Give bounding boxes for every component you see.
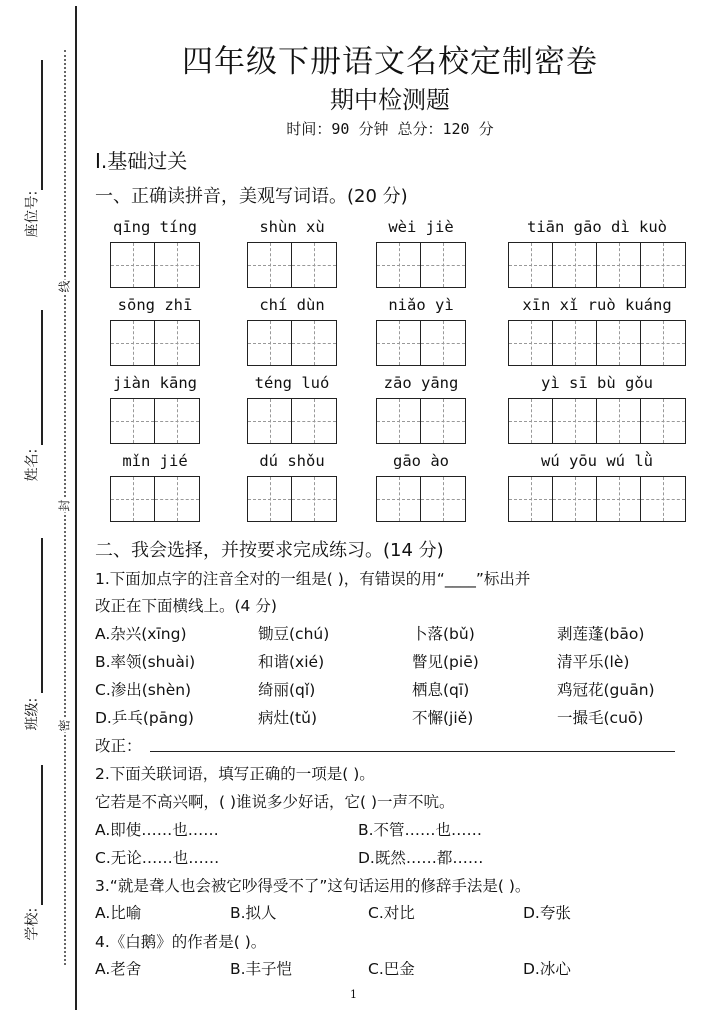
q2-2-option-a: A.即使……也…… (95, 821, 219, 839)
name-label: 姓名: (24, 448, 41, 482)
q2-3-option-d: D.夸张 (523, 904, 571, 922)
q2-3-option-b: B.拟人 (230, 904, 277, 922)
option-b-word: 和谐(xié) (258, 653, 325, 671)
pinyin-label: gāo ào (393, 452, 449, 470)
school-line (41, 765, 43, 905)
q1-heading: 一、正确读拼音，美观写词语。(20 分) (95, 186, 408, 207)
q2-3-stem: 3.“就是聋人也会被它吵得受不了”这句话运用的修辞手法是( )。 (95, 877, 531, 895)
writing-grid[interactable] (247, 476, 337, 522)
pinyin-label: chí dùn (259, 296, 325, 314)
writing-grid[interactable] (508, 242, 686, 288)
section-heading: Ⅰ.基础过关 (95, 149, 188, 173)
q2-3-option-c: C.对比 (368, 904, 415, 922)
option-a-word: A.杂兴(xīng) (95, 625, 187, 643)
option-a-word: 锄豆(chú) (258, 625, 330, 643)
writing-grid[interactable] (508, 476, 686, 522)
option-b-word: 清平乐(lè) (557, 653, 630, 671)
class-line (41, 538, 43, 693)
correction-answer-line[interactable] (150, 751, 675, 752)
pinyin-label: téng luó (254, 374, 330, 392)
pinyin-label: wèi jiè (388, 218, 454, 236)
q2-2-stem: 2.下面关联词语，填写正确的一项是( )。 (95, 765, 375, 783)
writing-grid[interactable] (508, 320, 686, 366)
pinyin-label: sōng zhī (117, 296, 193, 314)
pinyin-label: mǐn jié (122, 452, 188, 470)
writing-grid[interactable] (110, 242, 200, 288)
seat-number-label: 座位号: (24, 190, 41, 238)
seat-number-line (41, 60, 43, 190)
option-a-word: 剥莲蓬(bāo) (557, 625, 645, 643)
q2-4-stem: 4.《白鹅》的作者是( )。 (95, 933, 267, 951)
pinyin-label: wú yōu wú lǜ (541, 452, 653, 470)
writing-grid[interactable] (110, 398, 200, 444)
writing-grid[interactable] (376, 320, 466, 366)
pinyin-label: niǎo yì (388, 296, 454, 314)
writing-grid[interactable] (376, 398, 466, 444)
writing-grid[interactable] (376, 476, 466, 522)
q2-heading: 二、我会选择，并按要求完成练习。(14 分) (95, 540, 444, 561)
class-label: 班级: (24, 697, 41, 731)
q2-2-option-c: C.无论……也…… (95, 849, 220, 867)
pinyin-label: zāo yāng (383, 374, 459, 392)
option-a-word: 卜落(bǔ) (412, 625, 475, 643)
option-b-word: 瞥见(piē) (412, 653, 479, 671)
q2-4-option-b: B.丰子恺 (230, 960, 293, 978)
option-c-word: 鸡冠花(guān) (557, 681, 655, 699)
pinyin-label: shùn xù (259, 218, 325, 236)
writing-grid[interactable] (508, 398, 686, 444)
option-d-word: 不懈(jiě) (412, 709, 474, 727)
name-line (41, 310, 43, 445)
option-c-word: 绮丽(qǐ) (258, 681, 316, 699)
writing-grid[interactable] (247, 242, 337, 288)
pinyin-label: xīn xǐ ruò kuáng (522, 296, 672, 314)
writing-grid[interactable] (247, 398, 337, 444)
seal-char-secret: 密 (57, 719, 72, 732)
seal-char-seal: 封 (57, 499, 72, 512)
pinyin-label: tiān gāo dì kuò (527, 218, 667, 236)
pinyin-label: dú shǒu (259, 452, 325, 470)
option-c-word: C.渗出(shèn) (95, 681, 192, 699)
option-d-word: 病灶(tǔ) (258, 709, 317, 727)
correction-label: 改正： (95, 737, 142, 755)
q2-2-option-d: D.既然……都…… (358, 849, 484, 867)
page-subtitle: 期中检测题 (330, 86, 450, 114)
option-c-word: 栖息(qī) (412, 681, 470, 699)
writing-grid[interactable] (110, 476, 200, 522)
q2-4-option-a: A.老舍 (95, 960, 142, 978)
option-d-word: D.乒乓(pāng) (95, 709, 194, 727)
q2-1-stem-line1: 1.下面加点字的注音全对的一组是( )，有错误的用“____”标出并 (95, 570, 531, 588)
pinyin-label: yì sī bù gǒu (541, 374, 653, 392)
pinyin-label: qīng tíng (113, 218, 197, 236)
q2-3-option-a: A.比喻 (95, 904, 142, 922)
writing-grid[interactable] (110, 320, 200, 366)
option-b-word: B.率领(shuài) (95, 653, 196, 671)
q2-2-sentence: 它若是不高兴啊，( )谁说多少好话，它( )一声不吭。 (95, 793, 455, 811)
q2-4-option-c: C.巴金 (368, 960, 415, 978)
writing-grid[interactable] (376, 242, 466, 288)
q2-4-option-d: D.冰心 (523, 960, 571, 978)
pinyin-label: jiàn kāng (113, 374, 197, 392)
page-title: 四年级下册语文名校定制密卷 (182, 44, 598, 80)
option-d-word: 一撮毛(cuō) (557, 709, 644, 727)
q2-2-option-b: B.不管……也…… (358, 821, 483, 839)
seal-char-line: 线 (57, 280, 72, 293)
page-number: 1 (350, 988, 357, 1001)
q2-1-stem-line2: 改正在下面横线上。(4 分) (95, 597, 277, 615)
writing-grid[interactable] (247, 320, 337, 366)
school-label: 学校: (24, 907, 41, 941)
exam-meta: 时间：90 分钟 总分：120 分 (286, 120, 494, 138)
binding-line (75, 6, 77, 1010)
